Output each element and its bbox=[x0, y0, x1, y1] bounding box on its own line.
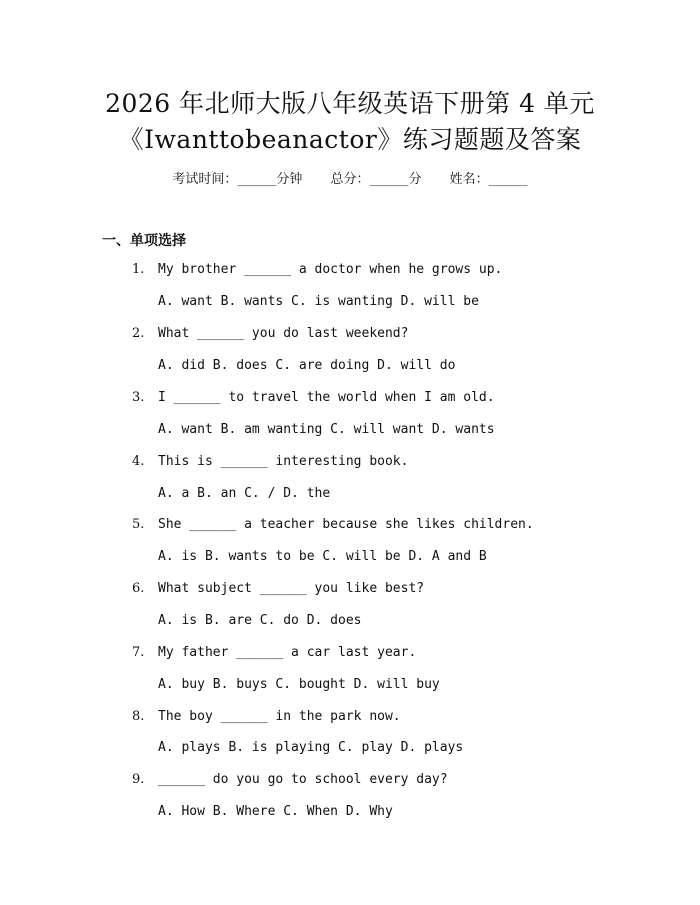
question-text: My brother ______ a doctor when he grows up. bbox=[158, 262, 503, 277]
question-number: 9. bbox=[132, 772, 145, 787]
question-9-options: A. How B. Where C. When D. Why bbox=[158, 804, 393, 819]
question-2 bbox=[132, 326, 408, 341]
question-number: 2. bbox=[132, 326, 145, 341]
question-7 bbox=[132, 645, 416, 660]
question-text: What ______ you do last weekend? bbox=[158, 326, 409, 341]
question-text: This is ______ interesting book. bbox=[158, 454, 409, 469]
question-text: She ______ a teacher because she likes children. bbox=[158, 517, 534, 532]
document-title-line-1: 2026 年北师大版八年级英语下册第 4 单元 bbox=[105, 89, 595, 118]
question-4-options: A. a B. an C. / D. the bbox=[158, 486, 331, 501]
question-2-options: A. did B. does C. are doing D. will do bbox=[158, 358, 456, 373]
question-number: 3. bbox=[132, 390, 145, 405]
question-5 bbox=[132, 517, 534, 532]
question-text: I ______ to travel the world when I am old. bbox=[158, 390, 495, 405]
question-number: 8. bbox=[132, 709, 145, 724]
exam-time-field: 考试时间：______分钟 bbox=[172, 172, 303, 187]
question-number: 1. bbox=[132, 262, 145, 277]
question-text: What subject ______ you like best? bbox=[158, 581, 425, 596]
section-heading-single-choice: 一、单项选择 bbox=[102, 233, 186, 249]
question-number: 4. bbox=[132, 454, 145, 469]
total-score-field: 总分：______分 bbox=[330, 172, 422, 187]
student-name-field: 姓名：______ bbox=[449, 172, 528, 187]
question-number: 6. bbox=[132, 581, 145, 596]
question-7-options: A. buy B. buys C. bought D. will buy bbox=[158, 677, 440, 692]
question-5-options: A. is B. wants to be C. will be D. A and B bbox=[158, 549, 487, 564]
question-8-options: A. plays B. is playing C. play D. plays bbox=[158, 740, 464, 755]
question-4 bbox=[132, 454, 408, 469]
question-text: The boy ______ in the park now. bbox=[158, 709, 401, 724]
question-number: 5. bbox=[132, 517, 145, 532]
question-6-options: A. is B. are C. do D. does bbox=[158, 613, 362, 628]
question-text: ______ do you go to school every day? bbox=[158, 772, 448, 787]
question-3 bbox=[132, 390, 495, 405]
question-text: My father ______ a car last year. bbox=[158, 645, 417, 660]
question-1 bbox=[132, 262, 502, 277]
question-number: 7. bbox=[132, 645, 145, 660]
question-6 bbox=[132, 581, 424, 596]
question-8 bbox=[132, 709, 401, 724]
question-3-options: A. want B. am wanting C. will want D. wants bbox=[158, 422, 495, 437]
exam-meta bbox=[0, 168, 700, 187]
document-title-line-2: 《Iwanttobeanactor》练习题题及答案 bbox=[118, 125, 582, 154]
question-1-options: A. want B. wants C. is wanting D. will be bbox=[158, 294, 479, 309]
question-9 bbox=[132, 772, 448, 787]
